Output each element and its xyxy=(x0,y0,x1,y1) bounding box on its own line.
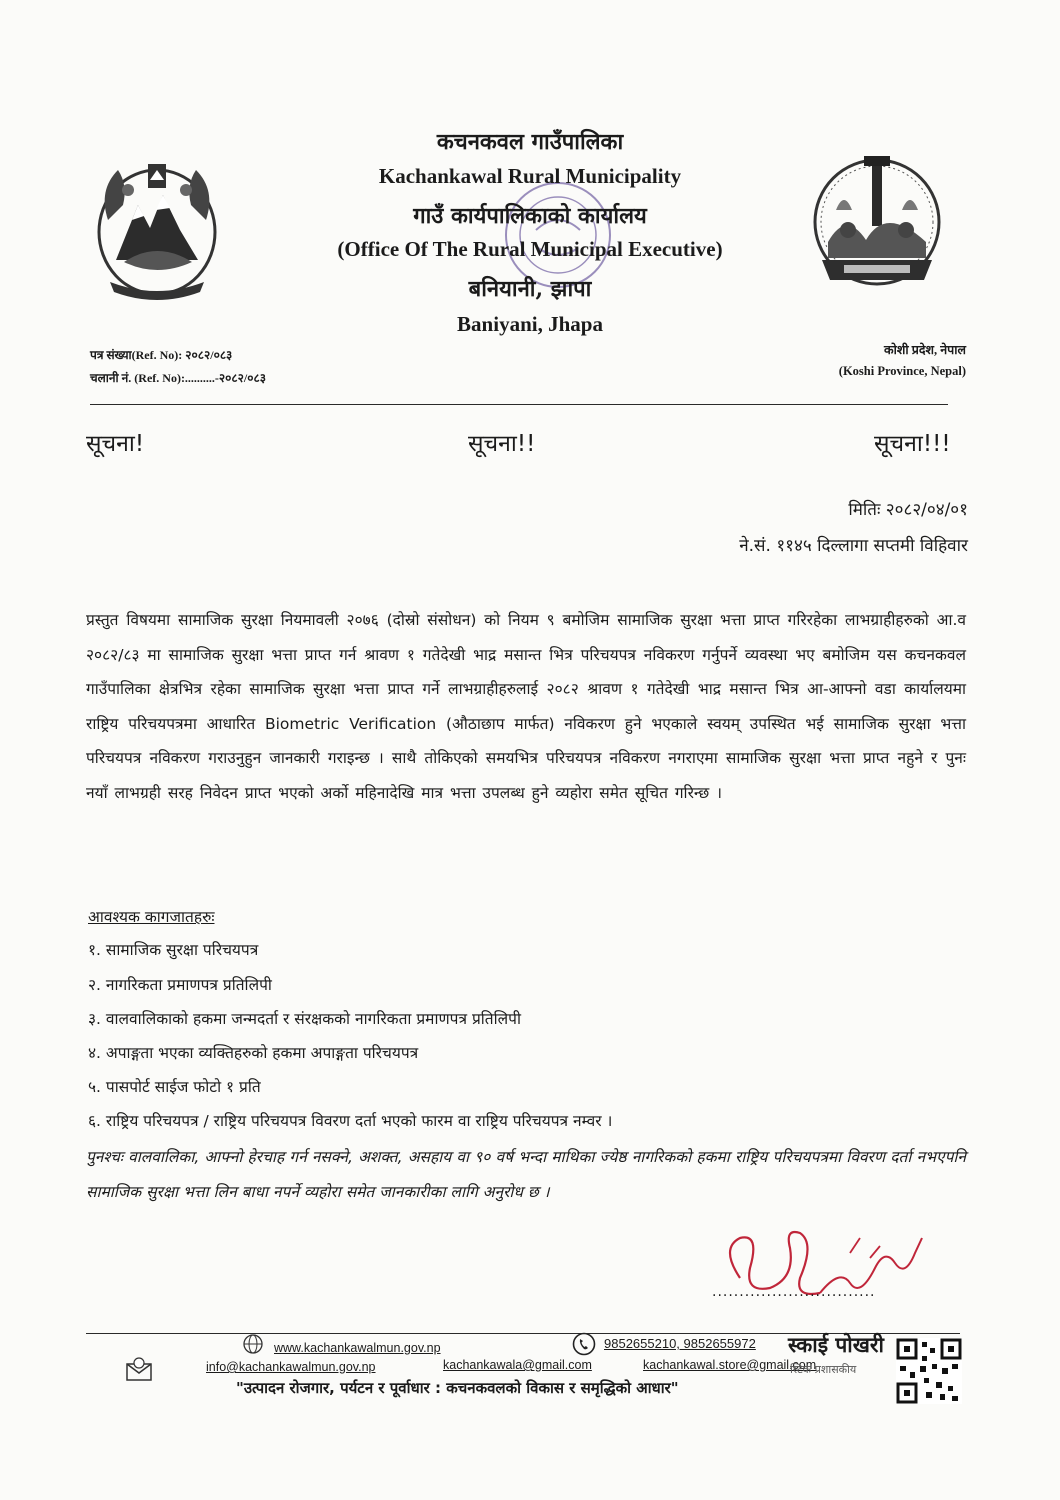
list-item: २. नागरिकता प्रमाणपत्र प्रतिलिपी xyxy=(88,976,272,994)
province-english: (Koshi Province, Nepal) xyxy=(838,364,966,378)
list-item: १. सामाजिक सुरक्षा परिचयपत्र xyxy=(88,941,259,959)
postscript: पुनश्चः वालवालिका, आफ्नो हेरचाह गर्न नसक्ने, अशक्त, असहाय वा ९० वर्ष भन्दा माथिका ज्येष्ठ नागरिकको हकमा राष्ट्रिय परिचयपत्रमा विवरण दर्ता नभएपनि सामाजिक सुरक्षा भत्ता लिन बाधा नपर्ने व्यहोरा समेत जानकारीका लागि अनुरोध छ । xyxy=(86,1148,966,1201)
mail-icon xyxy=(124,1355,154,1383)
phone-icon xyxy=(572,1332,596,1356)
notice-heading-2: सूचना!! xyxy=(468,431,536,457)
email-gmail-link[interactable]: kachankawala@gmail.com xyxy=(443,1358,592,1372)
nepal-sambat-date: ने.सं. ११४५ दिल्लागा सप्तमी विहिवार xyxy=(739,536,968,556)
office-title-nepali: गाउँ कार्यपालिकाको कार्यालय xyxy=(413,203,647,229)
qr-code-icon xyxy=(896,1338,962,1404)
dispatch-number: चलानी नं. (Ref. No):..........-२०८२/०८३ xyxy=(90,371,266,385)
location-nepali: बनियानी, झापा xyxy=(468,276,592,302)
signature-line: .............................. xyxy=(712,1284,876,1300)
email-info-link[interactable]: info@kachankawalmun.gov.np xyxy=(206,1360,376,1374)
website-link[interactable]: www.kachankawalmun.gov.np xyxy=(274,1341,441,1355)
office-title-english: (Office Of The Rural Municipal Executive) xyxy=(337,237,723,261)
phone-numbers: 9852655210, 9852655972 xyxy=(604,1336,756,1351)
list-item: ३. वालवालिकाको हकमा जन्मदर्ता र संरक्षकको नागरिकता प्रमाणपत्र प्रतिलिपी xyxy=(88,1010,521,1028)
location-english: Baniyani, Jhapa xyxy=(457,312,603,336)
notice-heading-1: सूचना! xyxy=(86,431,145,457)
list-item: ४. अपाङ्गता भएका व्यक्तिहरुको हकमा अपाङ्गता परिचयपत्र xyxy=(88,1044,419,1062)
documents-heading: आवश्यक कागजातहरुः xyxy=(88,908,215,926)
province-nepali: कोशी प्रदेश, नेपाल xyxy=(884,343,966,357)
footer-motto: "उत्पादन रोजगार, पर्यटन र पूर्वाधार : कचनकवलको विकास र समृद्धिको आधार" xyxy=(236,1379,679,1397)
signature-icon xyxy=(700,1208,940,1318)
brand-sublabel: स्टिक प्रशासकीय xyxy=(790,1363,857,1376)
email-store-link[interactable]: kachankawal.store@gmail.com xyxy=(643,1358,817,1372)
nepal-emblem-icon xyxy=(88,150,226,310)
notice-heading-3: सूचना!!! xyxy=(874,431,951,457)
list-item: ५. पासपोर्ट साईज फोटो १ प्रति xyxy=(88,1078,261,1096)
header-divider xyxy=(90,404,948,405)
list-item: ६. राष्ट्रिय परिचयपत्र / राष्ट्रिय परिचयपत्र विवरण दर्ता भएको फारम वा राष्ट्रिय परिचयपत्र नम्वर । xyxy=(88,1112,613,1130)
globe-icon xyxy=(240,1333,266,1355)
office-name-english: Kachankawal Rural Municipality xyxy=(378,164,682,188)
brand-label: स्काई पोखरी xyxy=(788,1333,884,1357)
notice-body: प्रस्तुत विषयमा सामाजिक सुरक्षा नियमावली २०७६ (दोस्रो संसोधन) को नियम ९ बमोजिम सामाजिक सुरक्षा भत्ता प्राप्त गरिरहेका लाभग्राहीहरुको आ.व २०८२/८३ मा सामाजिक सुरक्षा भत्ता प्राप्त गर्न श्रावण १ गतेदेखी भाद्र मसान्त भित्र परिचयपत्र नविकरण गर्नुपर्ने व्यवस्था भए बमोजिम यस कचनकवल गाउँपालिका क्षेत्रभित्र रहेका सामाजिक सुरक्षा भत्ता प्राप्त गर्ने लाभग्राहीहरुलाई २०८२ श्रावण १ गतेदेखी भाद्र मसान्त भित्र आ-आफ्नो वडा कार्यालयमा राष्ट्रिय परिचयपत्रमा आधारित Biometric Verification (औठाछाप मार्फत) नविकरण हुने भएकाले स्वयम् उपस्थित भई सामाजिक सुरक्षा भत्ता परिचयपत्र नविकरण गराउनुहुन जानकारी गराइन्छ । साथै तोकिएको समयभित्र परिचयपत्र नविकरण नगराएमा सामाजिक सुरक्षा भत्ता प्राप्त नहुने र पुनः नयाँ लाभग्रही सरह निवेदन प्राप्त भएको अर्को महिनादेखि मात्र भत्ता उपलब्ध हुने व्यहोरा समेत सूचित गरिन्छ । xyxy=(86,611,966,802)
office-name-nepali: कचनकवल गाउँपालिका xyxy=(436,129,624,155)
notice-date: मितिः २०८२/०४/०१ xyxy=(848,500,968,520)
reference-number: पत्र संख्या(Ref. No): २०८२/०८३ xyxy=(90,348,233,362)
municipality-logo-icon xyxy=(806,150,948,295)
